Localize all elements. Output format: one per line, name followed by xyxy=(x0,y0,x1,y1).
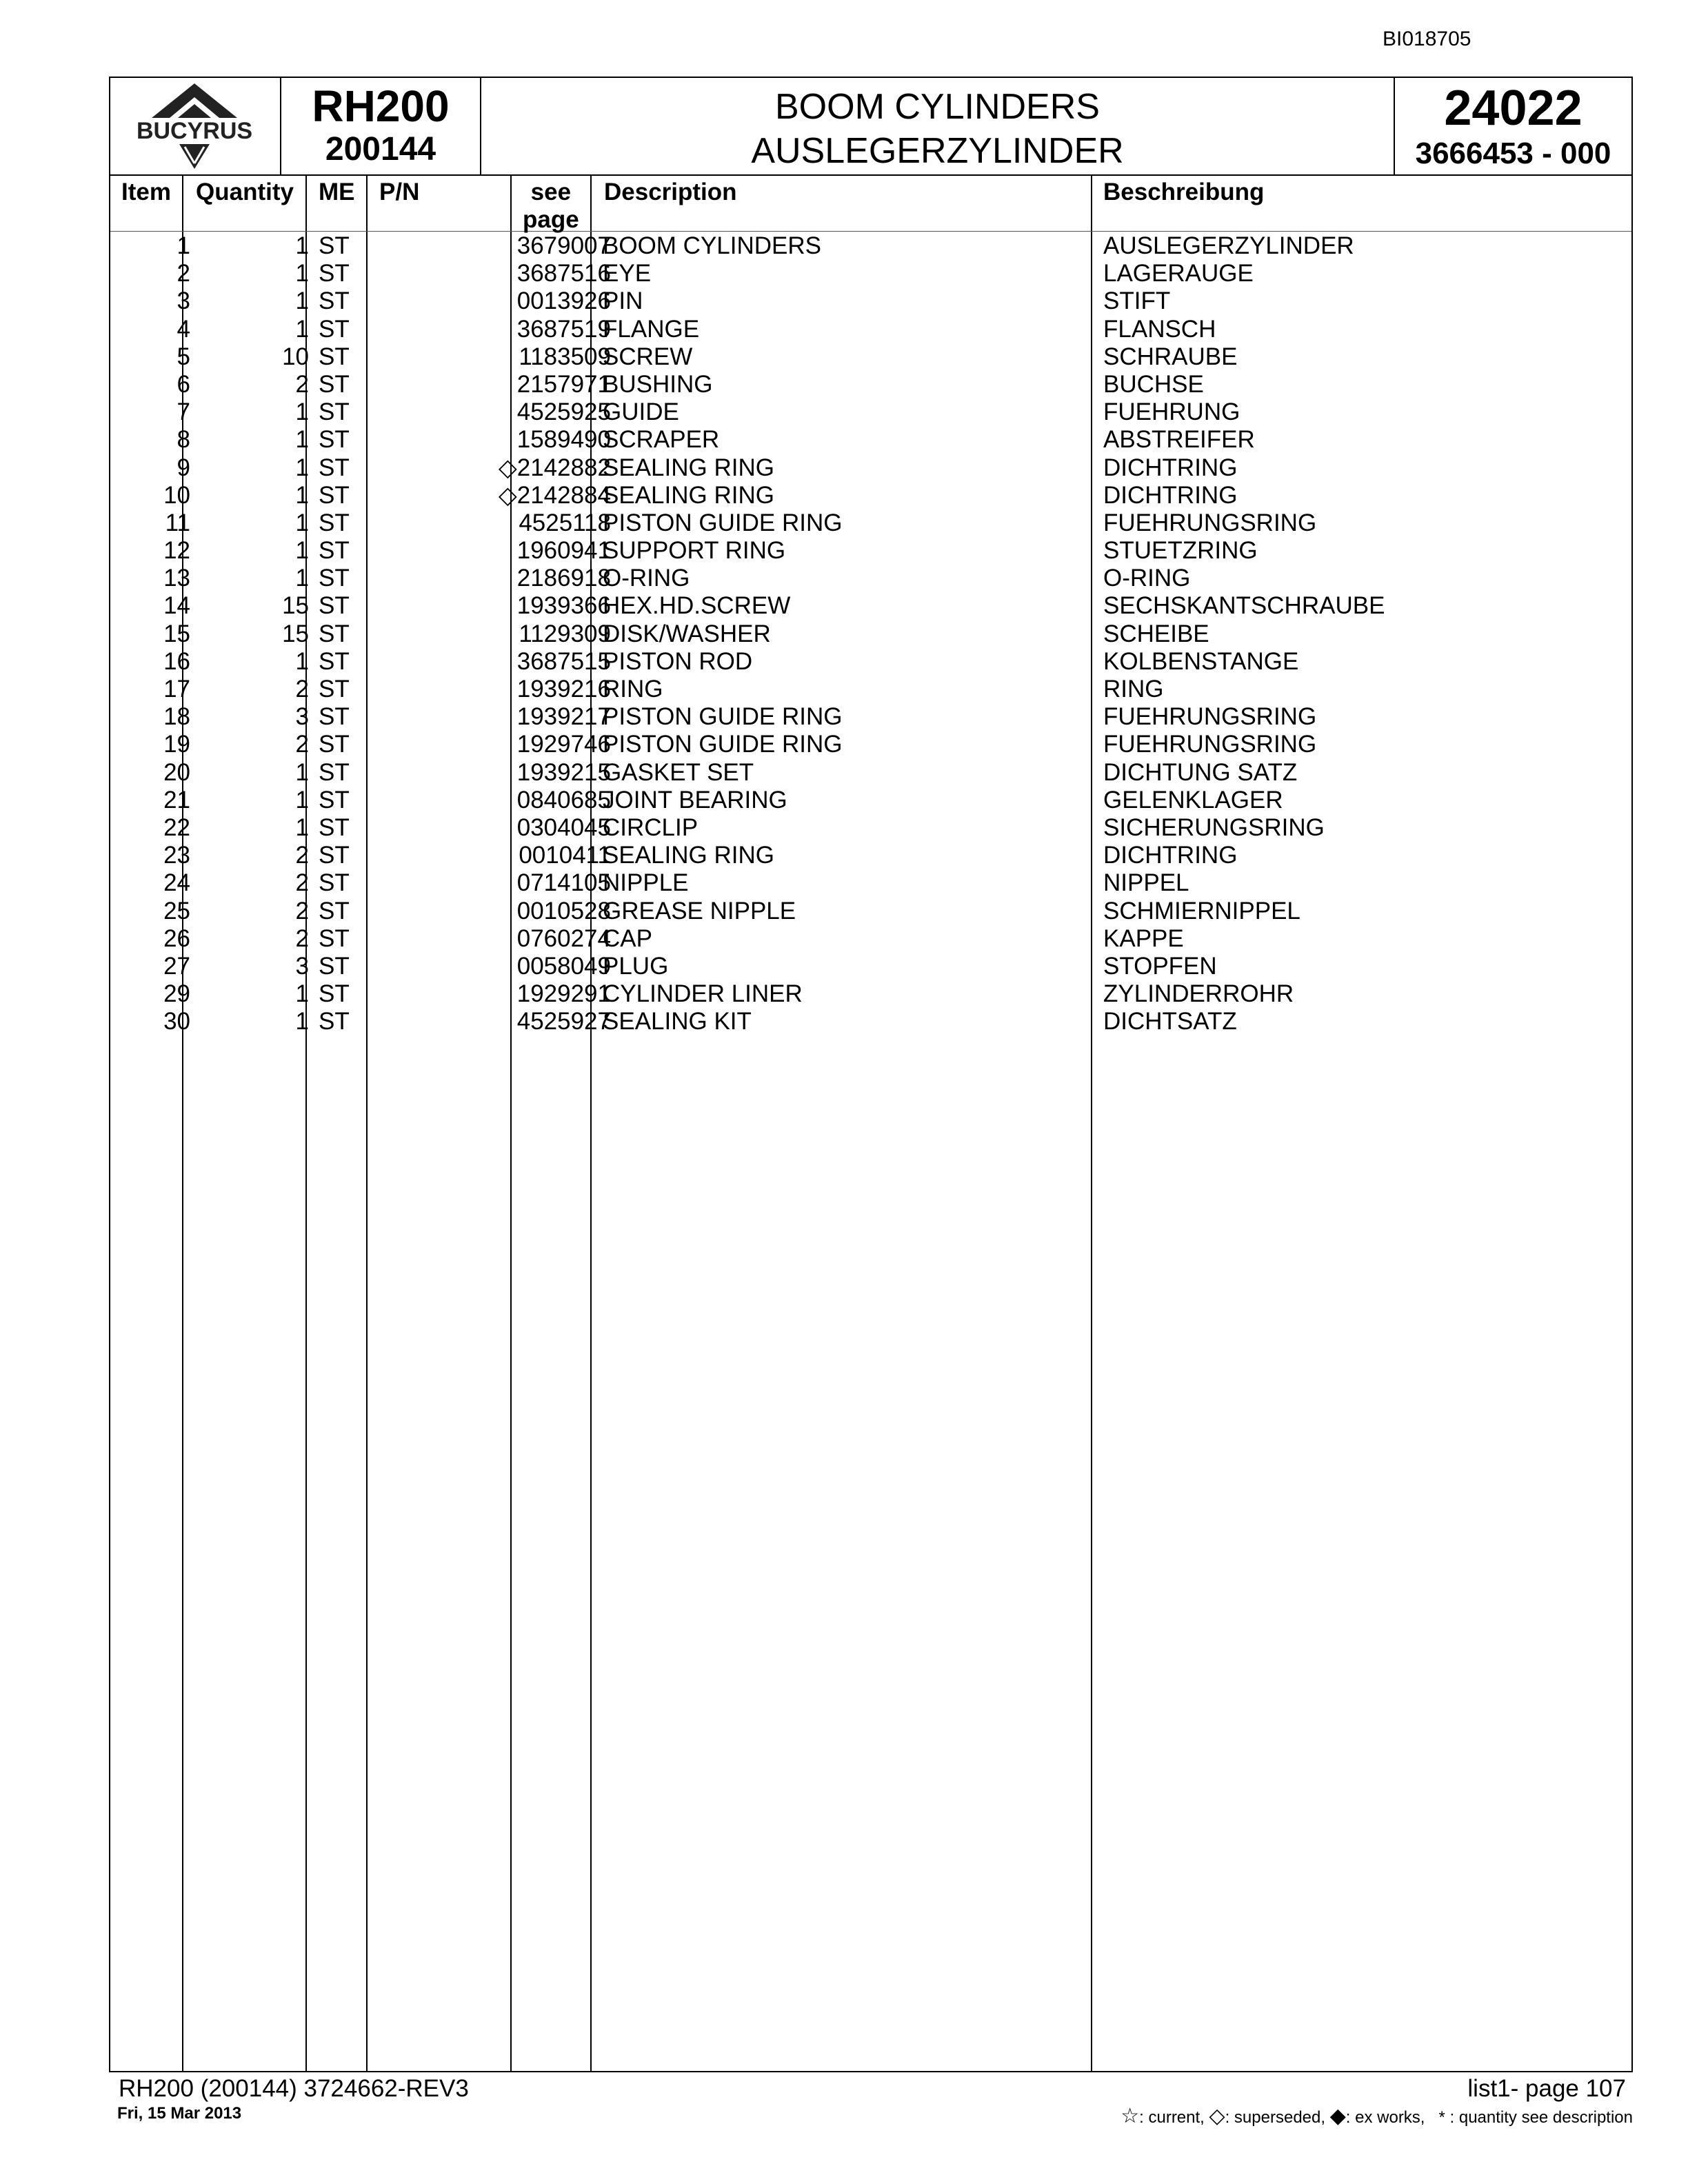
cell-item: 5 xyxy=(177,343,190,370)
cell-quantity: 10 xyxy=(282,343,309,370)
cell-beschreibung: STUETZRING xyxy=(1103,537,1258,565)
cell-quantity: 2 xyxy=(295,869,309,897)
cell-me: ST xyxy=(319,1008,350,1035)
cell-me: ST xyxy=(319,454,350,481)
cell-quantity: 1 xyxy=(295,481,309,509)
cell-description: PISTON GUIDE RING xyxy=(603,731,843,758)
cell-beschreibung: ZYLINDERROHR xyxy=(1103,980,1294,1008)
cell-item: 13 xyxy=(163,565,190,592)
cell-quantity: 1 xyxy=(295,980,309,1008)
cell-beschreibung: FLANSCH xyxy=(1103,315,1216,343)
cell-beschreibung: DICHTRING xyxy=(1103,454,1238,481)
cell-beschreibung: KOLBENSTANGE xyxy=(1103,647,1299,675)
column-header-description: Description xyxy=(604,179,737,205)
cell-part-number: 0760274 xyxy=(516,924,611,952)
cell-quantity: 1 xyxy=(295,398,309,426)
cell-part-number: 1939215 xyxy=(516,758,611,786)
table-row xyxy=(110,316,1631,343)
cell-quantity: 2 xyxy=(295,731,309,758)
table-row xyxy=(110,898,1631,925)
model-cell xyxy=(281,78,481,174)
cell-beschreibung: FUEHRUNGSRING xyxy=(1103,509,1317,536)
cell-item: 22 xyxy=(163,813,190,841)
cell-part-number: 1183509 xyxy=(519,343,611,370)
title-cell xyxy=(481,78,1395,174)
cell-quantity: 15 xyxy=(282,620,309,647)
cell-me: ST xyxy=(319,869,350,897)
logo-text: BUCYRUS xyxy=(136,118,253,144)
cell-part-number: 0010411 xyxy=(519,842,611,869)
document-id: BI018705 xyxy=(1383,28,1471,50)
cell-me: ST xyxy=(319,647,350,675)
cell-description: SEALING KIT xyxy=(603,1008,752,1035)
cell-beschreibung: O-RING xyxy=(1103,565,1191,592)
legend-quantity: * : quantity see description xyxy=(1438,2108,1633,2127)
cell-part-number: 4525927 xyxy=(516,1008,611,1035)
cell-description: RING xyxy=(603,676,663,702)
cell-part-number: 2157971 xyxy=(516,370,611,398)
see-page-line1: see xyxy=(530,179,572,205)
cell-beschreibung: SCHMIERNIPPEL xyxy=(1103,897,1300,924)
footer-page: list1- page 107 xyxy=(1467,2075,1626,2102)
cell-part-number: 1589490 xyxy=(516,426,611,454)
column-header-quantity: Quantity xyxy=(196,179,294,205)
cell-me: ST xyxy=(319,426,350,454)
cell-item: 15 xyxy=(163,620,190,647)
cell-beschreibung: NIPPEL xyxy=(1103,869,1189,897)
cell-item: 17 xyxy=(163,676,190,702)
table-row xyxy=(110,454,1631,482)
see-page-line2: page xyxy=(523,206,579,233)
code-cell xyxy=(1395,78,1631,174)
cell-quantity: 1 xyxy=(295,287,309,315)
table-row xyxy=(110,648,1631,676)
cell-part-number: 1939217 xyxy=(516,703,611,731)
cell-me: ST xyxy=(319,703,350,731)
cell-quantity: 2 xyxy=(295,676,309,702)
cell-description: SUPPORT RING xyxy=(603,537,786,565)
cell-part-number: 4525118 xyxy=(519,509,611,536)
cell-part-number: 0304045 xyxy=(516,813,611,841)
cell-me: ST xyxy=(319,398,350,426)
cell-quantity: 2 xyxy=(295,924,309,952)
table-row xyxy=(110,731,1631,758)
cell-part-number: 0058049 xyxy=(516,952,611,980)
cell-part-number: 3687519 xyxy=(516,315,611,343)
table-row xyxy=(110,925,1631,953)
cell-item: 20 xyxy=(163,758,190,786)
parts-table-body xyxy=(110,232,1631,1035)
table-row xyxy=(110,620,1631,648)
cell-item: 29 xyxy=(163,980,190,1008)
cell-description: DISK/WASHER xyxy=(603,620,771,647)
table-row xyxy=(110,232,1631,260)
cell-item: 3 xyxy=(177,287,190,315)
cell-quantity: 1 xyxy=(295,813,309,841)
cell-description: GUIDE xyxy=(603,398,679,426)
cell-part-number: 0013926 xyxy=(516,287,611,315)
cell-item: 4 xyxy=(177,315,190,343)
table-row xyxy=(110,703,1631,731)
legend-superseded: : superseded, xyxy=(1225,2108,1326,2127)
cell-description: HEX.HD.SCREW xyxy=(603,592,791,620)
cell-beschreibung: SECHSKANTSCHRAUBE xyxy=(1103,592,1385,620)
cell-description: BOOM CYLINDERS xyxy=(603,232,821,259)
cell-quantity: 1 xyxy=(295,758,309,786)
cell-description: SEALING RING xyxy=(603,454,774,481)
cell-beschreibung: STOPFEN xyxy=(1103,952,1217,980)
cell-me: ST xyxy=(319,786,350,813)
cell-item: 6 xyxy=(177,370,190,398)
legend-ex-works: : ex works, xyxy=(1345,2108,1425,2127)
cell-quantity: 1 xyxy=(295,786,309,813)
cell-beschreibung: SCHRAUBE xyxy=(1103,343,1238,370)
diamond-filled-icon: ◆ xyxy=(1329,2105,1346,2127)
cell-description: BUSHING xyxy=(603,370,713,398)
group-code: 24022 xyxy=(1444,81,1582,136)
cell-quantity: 1 xyxy=(295,565,309,592)
table-row xyxy=(110,287,1631,315)
diamond-outline-icon: ◇ xyxy=(1209,2105,1225,2127)
cell-quantity: 1 xyxy=(295,426,309,454)
cell-item: 8 xyxy=(177,426,190,454)
cell-part-number: 1939216 xyxy=(516,676,611,702)
cell-me: ST xyxy=(319,842,350,869)
cell-me: ST xyxy=(319,537,350,565)
cell-quantity: 1 xyxy=(295,537,309,565)
star-outline-icon: ☆ xyxy=(1121,2105,1140,2127)
legend-current: : current, xyxy=(1139,2108,1205,2127)
table-row xyxy=(110,371,1631,398)
cell-item: 16 xyxy=(163,647,190,675)
column-header-pn: P/N xyxy=(379,179,420,205)
cell-part-number: 1960941 xyxy=(516,537,611,565)
table-row xyxy=(110,426,1631,454)
table-row xyxy=(110,343,1631,371)
table-row xyxy=(110,260,1631,287)
cell-beschreibung: DICHTRING xyxy=(1103,481,1238,509)
cell-item: 10 xyxy=(163,481,190,509)
logo-cell xyxy=(110,78,281,174)
table-row xyxy=(110,537,1631,565)
table-row xyxy=(110,787,1631,814)
cell-quantity: 1 xyxy=(295,454,309,481)
cell-item: 21 xyxy=(163,786,190,813)
cell-description: SCRAPER xyxy=(603,426,720,454)
bucyrus-logo xyxy=(110,78,279,174)
part-code: 3666453 - 000 xyxy=(1415,136,1611,170)
cell-quantity: 1 xyxy=(295,315,309,343)
cell-part-number: 0840685 xyxy=(516,786,611,813)
table-row xyxy=(110,676,1631,703)
cell-quantity: 3 xyxy=(295,703,309,731)
cell-me: ST xyxy=(319,731,350,758)
cell-beschreibung: SCHEIBE xyxy=(1103,620,1209,647)
cell-quantity: 1 xyxy=(295,1008,309,1035)
cell-part-number: 3687515 xyxy=(516,647,611,675)
cell-description: CYLINDER LINER xyxy=(603,980,803,1008)
cell-beschreibung: FUEHRUNGSRING xyxy=(1103,731,1317,758)
cell-part-number: 1939366 xyxy=(516,592,611,620)
cell-description: CAP xyxy=(603,924,652,952)
cell-me: ST xyxy=(319,565,350,592)
cell-quantity: 1 xyxy=(295,647,309,675)
cell-me: ST xyxy=(319,620,350,647)
cell-me: ST xyxy=(319,924,350,952)
cell-quantity: 1 xyxy=(295,509,309,536)
cell-beschreibung: STIFT xyxy=(1103,287,1171,315)
cell-me: ST xyxy=(319,343,350,370)
cell-item: 9 xyxy=(177,454,190,481)
cell-beschreibung: DICHTRING xyxy=(1103,842,1238,869)
cell-beschreibung: DICHTSATZ xyxy=(1103,1008,1237,1035)
cell-beschreibung: BUCHSE xyxy=(1103,370,1204,398)
model-name: RH200 xyxy=(312,81,450,131)
table-row xyxy=(110,1008,1631,1035)
cell-beschreibung: KAPPE xyxy=(1103,924,1184,952)
cell-part-number: 2186918 xyxy=(516,565,611,592)
table-row xyxy=(110,842,1631,869)
cell-item: 12 xyxy=(163,537,190,565)
cell-item: 24 xyxy=(163,869,190,897)
table-row xyxy=(110,953,1631,980)
cell-item: 30 xyxy=(163,1008,190,1035)
cell-part-number: 0714105 xyxy=(516,869,611,897)
cell-beschreibung: FUEHRUNG xyxy=(1103,398,1240,426)
cell-description: JOINT BEARING xyxy=(603,786,787,813)
header-divider xyxy=(110,231,1631,232)
table-row xyxy=(110,398,1631,426)
cell-part-number: 3679007 xyxy=(516,232,611,259)
cell-description: SCREW xyxy=(603,343,693,370)
serial-number: 200144 xyxy=(325,131,436,168)
header-band xyxy=(110,78,1631,176)
cell-beschreibung: ABSTREIFER xyxy=(1103,426,1255,454)
cell-item: 19 xyxy=(163,731,190,758)
cell-me: ST xyxy=(319,509,350,536)
cell-item: 14 xyxy=(163,592,190,620)
cell-item: 2 xyxy=(177,260,190,287)
cell-description: NIPPLE xyxy=(603,869,689,897)
cell-quantity: 3 xyxy=(295,952,309,980)
cell-description: PLUG xyxy=(603,952,669,980)
cell-description: PISTON GUIDE RING xyxy=(603,509,843,536)
footer-date: Fri, 15 Mar 2013 xyxy=(117,2104,242,2123)
table-row xyxy=(110,482,1631,509)
column-header-me: ME xyxy=(319,179,355,205)
cell-item: 25 xyxy=(163,897,190,924)
column-header-item: Item xyxy=(121,179,171,205)
cell-beschreibung: GELENKLAGER xyxy=(1103,786,1283,813)
cell-part-number: 1129309 xyxy=(519,620,611,647)
cell-me: ST xyxy=(319,897,350,924)
table-row xyxy=(110,509,1631,537)
cell-quantity: 2 xyxy=(295,370,309,398)
cell-part-number: 3687516 xyxy=(516,260,611,287)
cell-description: FLANGE xyxy=(603,315,700,343)
cell-me: ST xyxy=(319,676,350,702)
cell-me: ST xyxy=(319,592,350,620)
cell-me: ST xyxy=(319,813,350,841)
table-row xyxy=(110,565,1631,592)
cell-beschreibung: RING xyxy=(1103,676,1164,702)
cell-quantity: 2 xyxy=(295,842,309,869)
cell-description: PIN xyxy=(603,287,643,315)
cell-quantity: 2 xyxy=(295,897,309,924)
cell-item: 18 xyxy=(163,703,190,731)
cell-beschreibung: LAGERAUGE xyxy=(1103,260,1254,287)
cell-description: SEALING RING xyxy=(603,481,774,509)
cell-me: ST xyxy=(319,481,350,509)
parts-list-frame xyxy=(109,77,1633,2072)
cell-me: ST xyxy=(319,315,350,343)
cell-description: O-RING xyxy=(603,565,690,592)
cell-item: 26 xyxy=(163,924,190,952)
cell-quantity: 1 xyxy=(295,232,309,259)
cell-description: GREASE NIPPLE xyxy=(603,897,796,924)
symbol-legend xyxy=(1121,2104,1633,2128)
cell-part-number: 1929746 xyxy=(516,731,611,758)
cell-item: 11 xyxy=(165,509,190,536)
cell-description: PISTON ROD xyxy=(603,647,753,675)
cell-description: CIRCLIP xyxy=(603,813,699,841)
cell-me: ST xyxy=(319,260,350,287)
title-english: BOOM CYLINDERS xyxy=(775,87,1100,127)
cell-me: ST xyxy=(319,952,350,980)
table-row xyxy=(110,869,1631,897)
cell-beschreibung: AUSLEGERZYLINDER xyxy=(1103,232,1354,259)
cell-description: EYE xyxy=(603,260,652,287)
cell-part-number: ◇2142882 xyxy=(498,454,611,481)
cell-part-number: ◇2142884 xyxy=(498,481,611,509)
column-header-beschreibung: Beschreibung xyxy=(1103,179,1265,205)
cell-beschreibung: DICHTUNG SATZ xyxy=(1103,758,1298,786)
cell-me: ST xyxy=(319,232,350,259)
footer-reference: RH200 (200144) 3724662-REV3 xyxy=(119,2075,469,2102)
cell-beschreibung: SICHERUNGSRING xyxy=(1103,813,1325,841)
table-row xyxy=(110,759,1631,787)
cell-part-number: 4525925 xyxy=(516,398,611,426)
cell-quantity: 15 xyxy=(282,592,309,620)
cell-part-number: 1929291 xyxy=(516,980,611,1008)
cell-me: ST xyxy=(319,758,350,786)
cell-me: ST xyxy=(319,980,350,1008)
column-header-see-page xyxy=(523,179,579,234)
cell-description: PISTON GUIDE RING xyxy=(603,703,843,731)
cell-description: GASKET SET xyxy=(603,758,754,786)
cell-item: 1 xyxy=(177,232,190,259)
cell-me: ST xyxy=(319,287,350,315)
table-row xyxy=(110,814,1631,842)
title-german: AUSLEGERZYLINDER xyxy=(751,131,1124,171)
cell-me: ST xyxy=(319,370,350,398)
cell-item: 27 xyxy=(163,952,190,980)
table-row xyxy=(110,592,1631,620)
cell-description: SEALING RING xyxy=(603,842,774,869)
cell-item: 23 xyxy=(163,842,190,869)
table-row xyxy=(110,980,1631,1008)
cell-beschreibung: FUEHRUNGSRING xyxy=(1103,703,1317,731)
cell-quantity: 1 xyxy=(295,260,309,287)
cell-item: 7 xyxy=(177,398,190,426)
cell-part-number: 0010528 xyxy=(516,897,611,924)
